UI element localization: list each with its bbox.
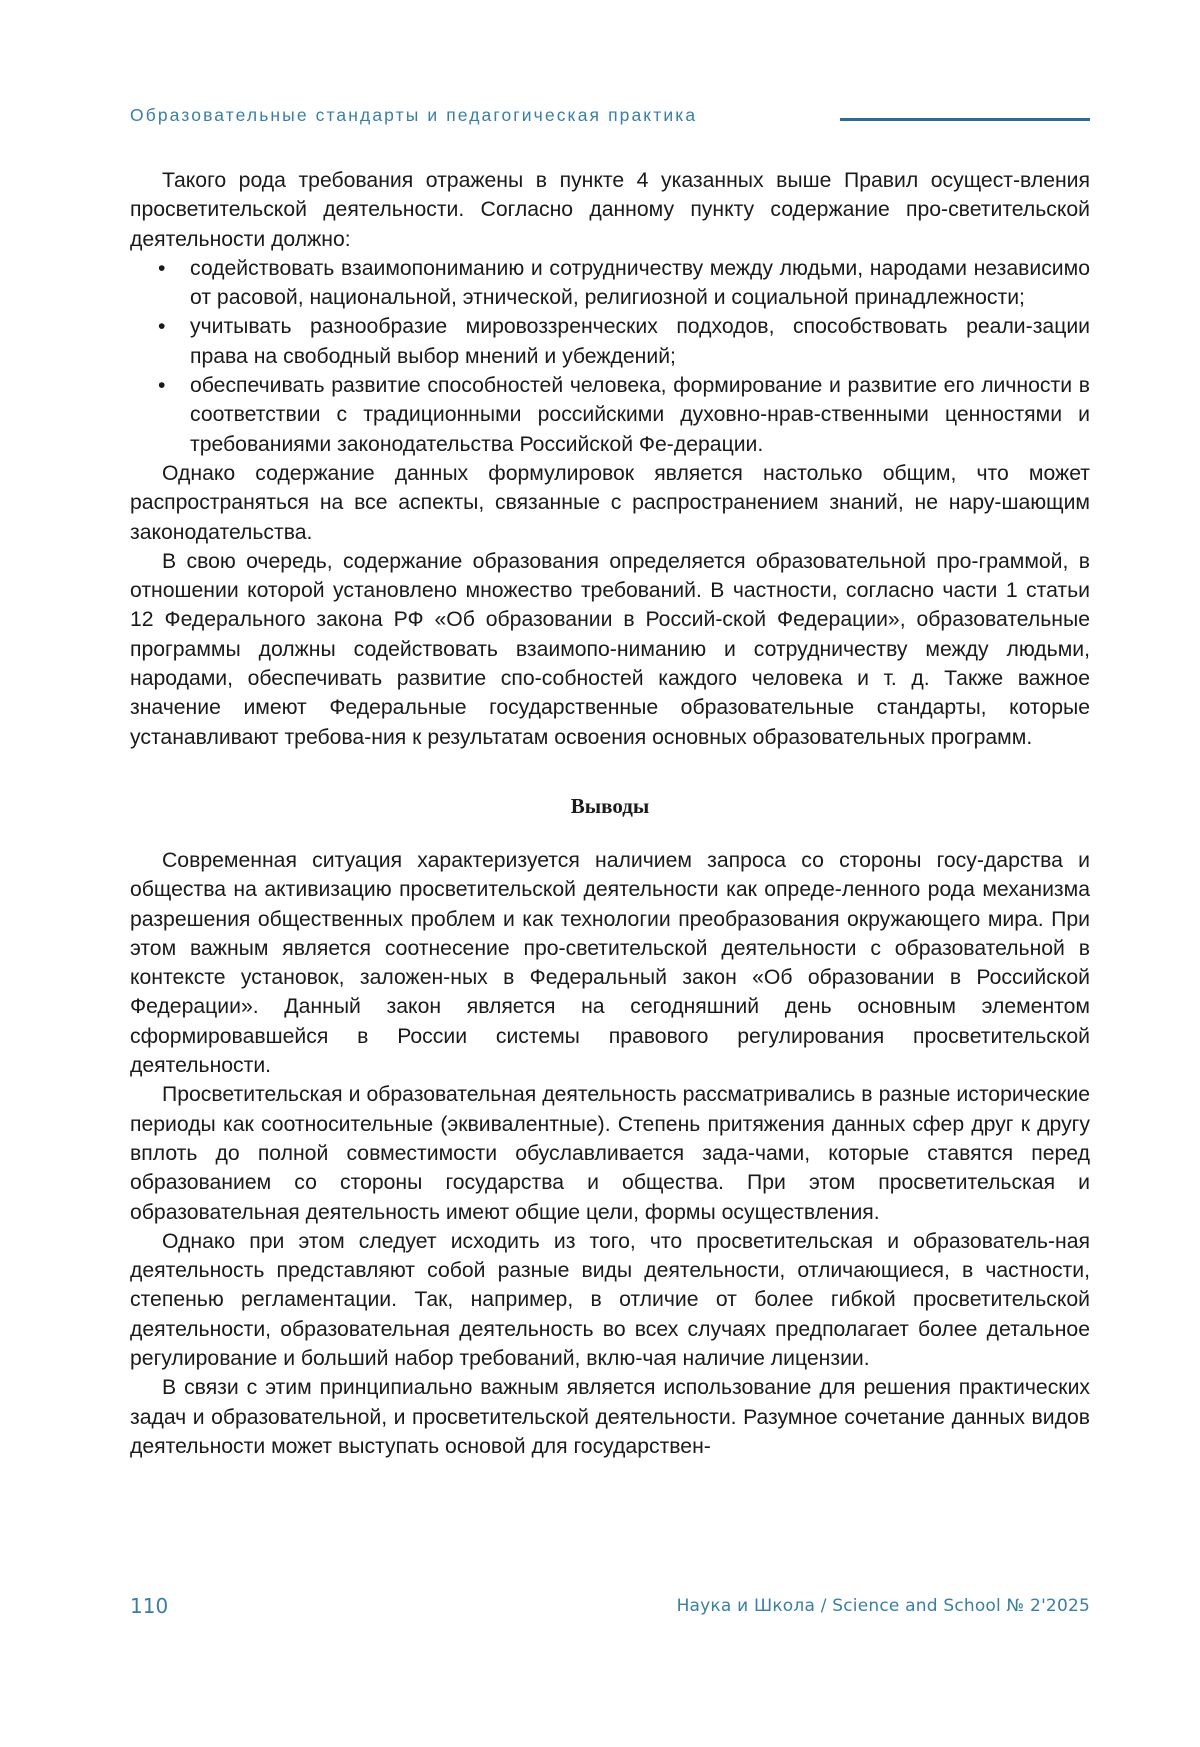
list-item-text: обеспечивать развитие способностей человека, формирование и развитие его личности в соответствии с традиционными российскими духовно-нрав-ственными ценностями и требованиями законодательства Российской Фе-дерации. — [190, 374, 1090, 456]
intro-paragraph: Такого рода требования отражены в пункте 4 указанных выше Правил осущест-вления просветительской деятельности. Согласно данному пункту содержание про-светительской деятельности должно: — [130, 169, 1090, 251]
conclusion-paragraph: Однако при этом следует исходить из того, что просветительская и образователь-ная деятельность представляют собой разные виды деятельности, отличающиеся, в частности, степенью регламентации. Так, например, в отличие от более гибкой просветительской деятельности, образовательная деятельность во всех случаях предполагает более детальное регулирование и больший набор требований, вклю-чая наличие лицензии. — [130, 1229, 1090, 1370]
journal-name: Наука и Школа / Science and School № 2'2025 — [676, 1596, 1090, 1616]
header-rule — [840, 118, 1090, 121]
bullet-icon: • — [158, 256, 166, 280]
conclusion-paragraph: Современная ситуация характеризуется наличием запроса со стороны госу-дарства и общества на активизацию просветительской деятельности как опреде-ленного рода механизма разрешения общественных проблем и как технологии преобразования окружающего мира. При этом важным является соотнесение про-светительской деятельности с образовательной в контексте установок, заложен-ных в Федеральный закон «Об образовании в Российской Федерации». Данный закон является на сегодняшний день основным элементом сформировавшейся в России системы правового регулирования просветительской деятельности. — [130, 848, 1090, 1078]
article-body — [130, 166, 1090, 1461]
page-footer — [130, 1594, 1090, 1624]
page-number: 110 — [130, 1594, 169, 1618]
list-item — [130, 312, 1090, 371]
body-paragraph: Однако содержание данных формулировок является настолько общим, что может распространяться на все аспекты, связанные с распространением знаний, не нару-шающим законодательства. — [130, 461, 1090, 544]
bullet-icon: • — [158, 374, 166, 398]
bullet-icon: • — [158, 315, 166, 339]
running-title: Образовательные стандарты и педагогическая практика — [130, 105, 698, 125]
body-paragraph: В свою очередь, содержание образования определяется образовательной про-граммой, в отношении которой установлено множество требований. В частности, согласно части 1 статьи 12 Федерального закона РФ «Об образовании в Россий-ской Федерации», образовательные программы должны содействовать взаимопо-ниманию и сотрудничеству между людьми, народами, обеспечивать развитие спо-собностей каждого человека и т. д. Также важное значение имеют Федеральные государственные образовательные стандарты, которые устанавливают требова-ния к результатам освоения основных образовательных программ. — [130, 549, 1090, 749]
conclusion-paragraph: В связи с этим принципиально важным является использование для решения практических задач и образовательной, и просветительской деятельности. Разумное сочетание данных видов деятельности может выступать основой для государствен- — [130, 1376, 1090, 1458]
running-header — [130, 104, 1090, 128]
list-item-text: учитывать разнообразие мировоззренческих подходов, способствовать реали-зации права на свободный выбор мнений и убеждений; — [190, 315, 1090, 368]
list-item — [130, 371, 1090, 459]
list-item-text: содействовать взаимопониманию и сотрудничеству между людьми, народами независимо от расовой, национальной, этнической, религиозной и социальной принадлежности; — [190, 256, 1090, 310]
conclusion-paragraph: Просветительская и образовательная деятельность рассматривались в разные исторические периоды как соотносительные (эквивалентные). Степень притяжения данных сфер друг к другу вплоть до полной совместимости обуславливается зада-чами, которые ставятся перед образованием со стороны государства и общества. При этом просветительская и образовательная деятельность имеют общие цели, формы осуществления. — [130, 1083, 1090, 1224]
list-item — [130, 254, 1090, 313]
section-heading: Выводы — [570, 793, 650, 818]
requirements-list — [130, 254, 1090, 459]
